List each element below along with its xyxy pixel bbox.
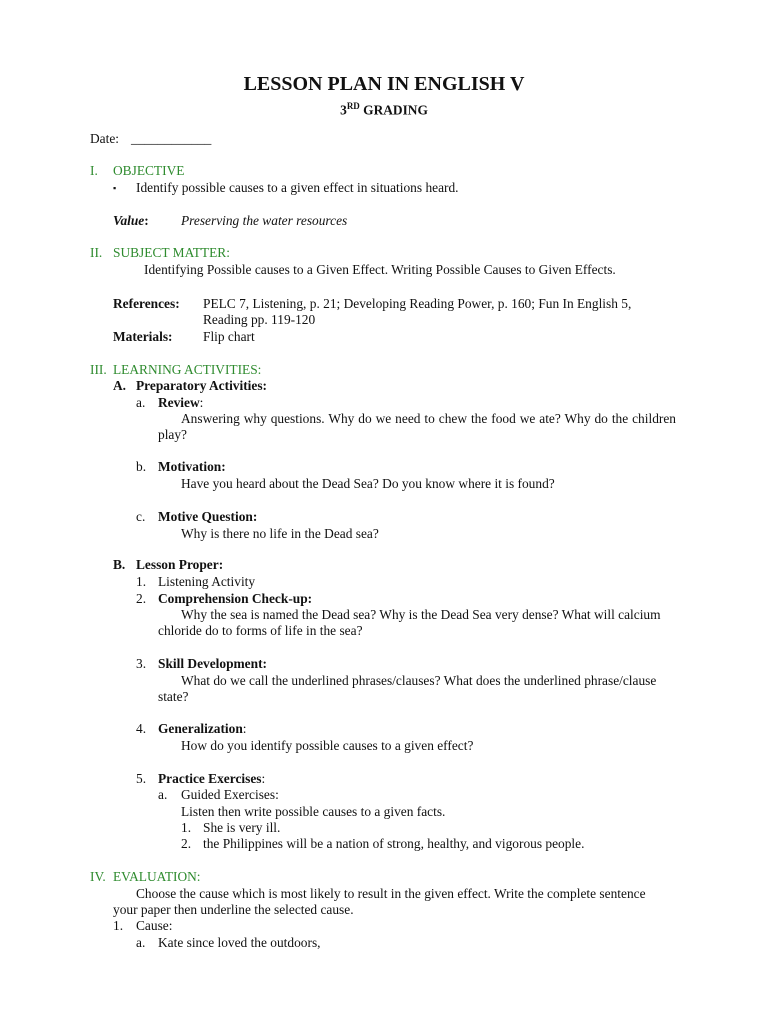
references-line-2: Reading pp. 119-120	[203, 312, 316, 327]
materials-label: Materials:	[113, 329, 173, 344]
motivation-label: Motivation:	[158, 459, 226, 474]
skill-text: What do we call the underlined phrases/clauses? What does the underlined phrase/clause state?	[158, 673, 657, 704]
guided-letter: a.	[158, 787, 168, 802]
evaluation-item-label: Cause:	[136, 918, 173, 933]
section-2-number: II.	[90, 245, 103, 260]
section-2-heading: SUBJECT MATTER:	[113, 245, 230, 260]
part-b-label: Lesson Proper:	[136, 557, 224, 572]
review-text: Answering why questions. Why do we need to chew the food we ate? Why do the children play?	[158, 411, 676, 442]
section-4-heading: EVALUATION:	[113, 869, 201, 884]
guided-item-number: 1.	[181, 820, 192, 835]
motive-question-label: Motive Question:	[158, 509, 258, 524]
motivation-letter: b.	[136, 459, 147, 474]
skill-number: 3.	[136, 656, 147, 671]
square-bullet-icon: ▪	[113, 183, 117, 193]
section-1-heading: OBJECTIVE	[113, 163, 185, 178]
guided-item-text: the Philippines will be a nation of strong, healthy, and vigorous people.	[203, 836, 585, 851]
generalization-text: How do you identify possible causes to a given effect?	[181, 738, 474, 753]
evaluation-line-1: Choose the cause which is most likely to result in the given effect. Write the complete sentence	[136, 886, 646, 901]
practice-label: Practice Exercises:	[158, 771, 266, 786]
listening-text: Listening Activity	[158, 574, 256, 589]
skill-label: Skill Development:	[158, 656, 267, 671]
practice-number: 5.	[136, 771, 147, 786]
motive-question-letter: c.	[136, 509, 146, 524]
motive-question-text: Why is there no life in the Dead sea?	[181, 526, 379, 541]
value-label: Value:	[113, 213, 149, 228]
comprehension-number: 2.	[136, 591, 147, 606]
review-letter: a.	[136, 395, 146, 410]
objective-text: Identify possible causes to a given effect in situations heard.	[136, 180, 459, 195]
references-line-1: PELC 7, Listening, p. 21; Developing Reading Power, p. 160; Fun In English 5,	[203, 296, 632, 311]
materials-text: Flip chart	[203, 329, 255, 344]
date-blank: ____________	[131, 131, 212, 146]
evaluation-line-2: your paper then underline the selected cause.	[113, 902, 354, 917]
section-3-number: III.	[90, 362, 107, 377]
part-a-letter: A.	[113, 378, 127, 393]
guided-label: Guided Exercises:	[181, 787, 279, 802]
evaluation-sub-letter: a.	[136, 935, 146, 950]
page-subtitle: 3RD GRADING	[340, 101, 428, 118]
part-b-letter: B.	[113, 557, 126, 572]
motivation-text: Have you heard about the Dead Sea? Do you know where it is found?	[181, 476, 555, 491]
guided-item-text: She is very ill.	[203, 820, 281, 835]
guided-instruction: Listen then write possible causes to a given facts.	[181, 804, 446, 819]
listening-number: 1.	[136, 574, 147, 589]
generalization-number: 4.	[136, 721, 147, 736]
comprehension-text: Why the sea is named the Dead sea? Why is the Dead Sea very dense? What will calcium chloride do to forms of life in the sea?	[158, 607, 661, 638]
part-a-label: Preparatory Activities:	[136, 378, 268, 393]
date-label: Date:	[90, 131, 119, 146]
evaluation-sub-text: Kate since loved the outdoors,	[158, 935, 321, 950]
review-label: Review:	[158, 395, 204, 410]
references-label: References:	[113, 296, 180, 311]
comprehension-label: Comprehension Check-up:	[158, 591, 313, 606]
guided-item-number: 2.	[181, 836, 192, 851]
value-text: Preserving the water resources	[181, 213, 348, 228]
generalization-label: Generalization:	[158, 721, 247, 736]
page-title: LESSON PLAN IN ENGLISH V	[243, 73, 525, 95]
section-4-number: IV.	[90, 869, 106, 884]
section-3-heading: LEARNING ACTIVITIES:	[113, 362, 262, 377]
section-1-number: I.	[90, 163, 98, 178]
evaluation-item-number: 1.	[113, 918, 124, 933]
subject-matter-text: Identifying Possible causes to a Given Effect. Writing Possible Causes to Given Effects.	[144, 262, 616, 277]
